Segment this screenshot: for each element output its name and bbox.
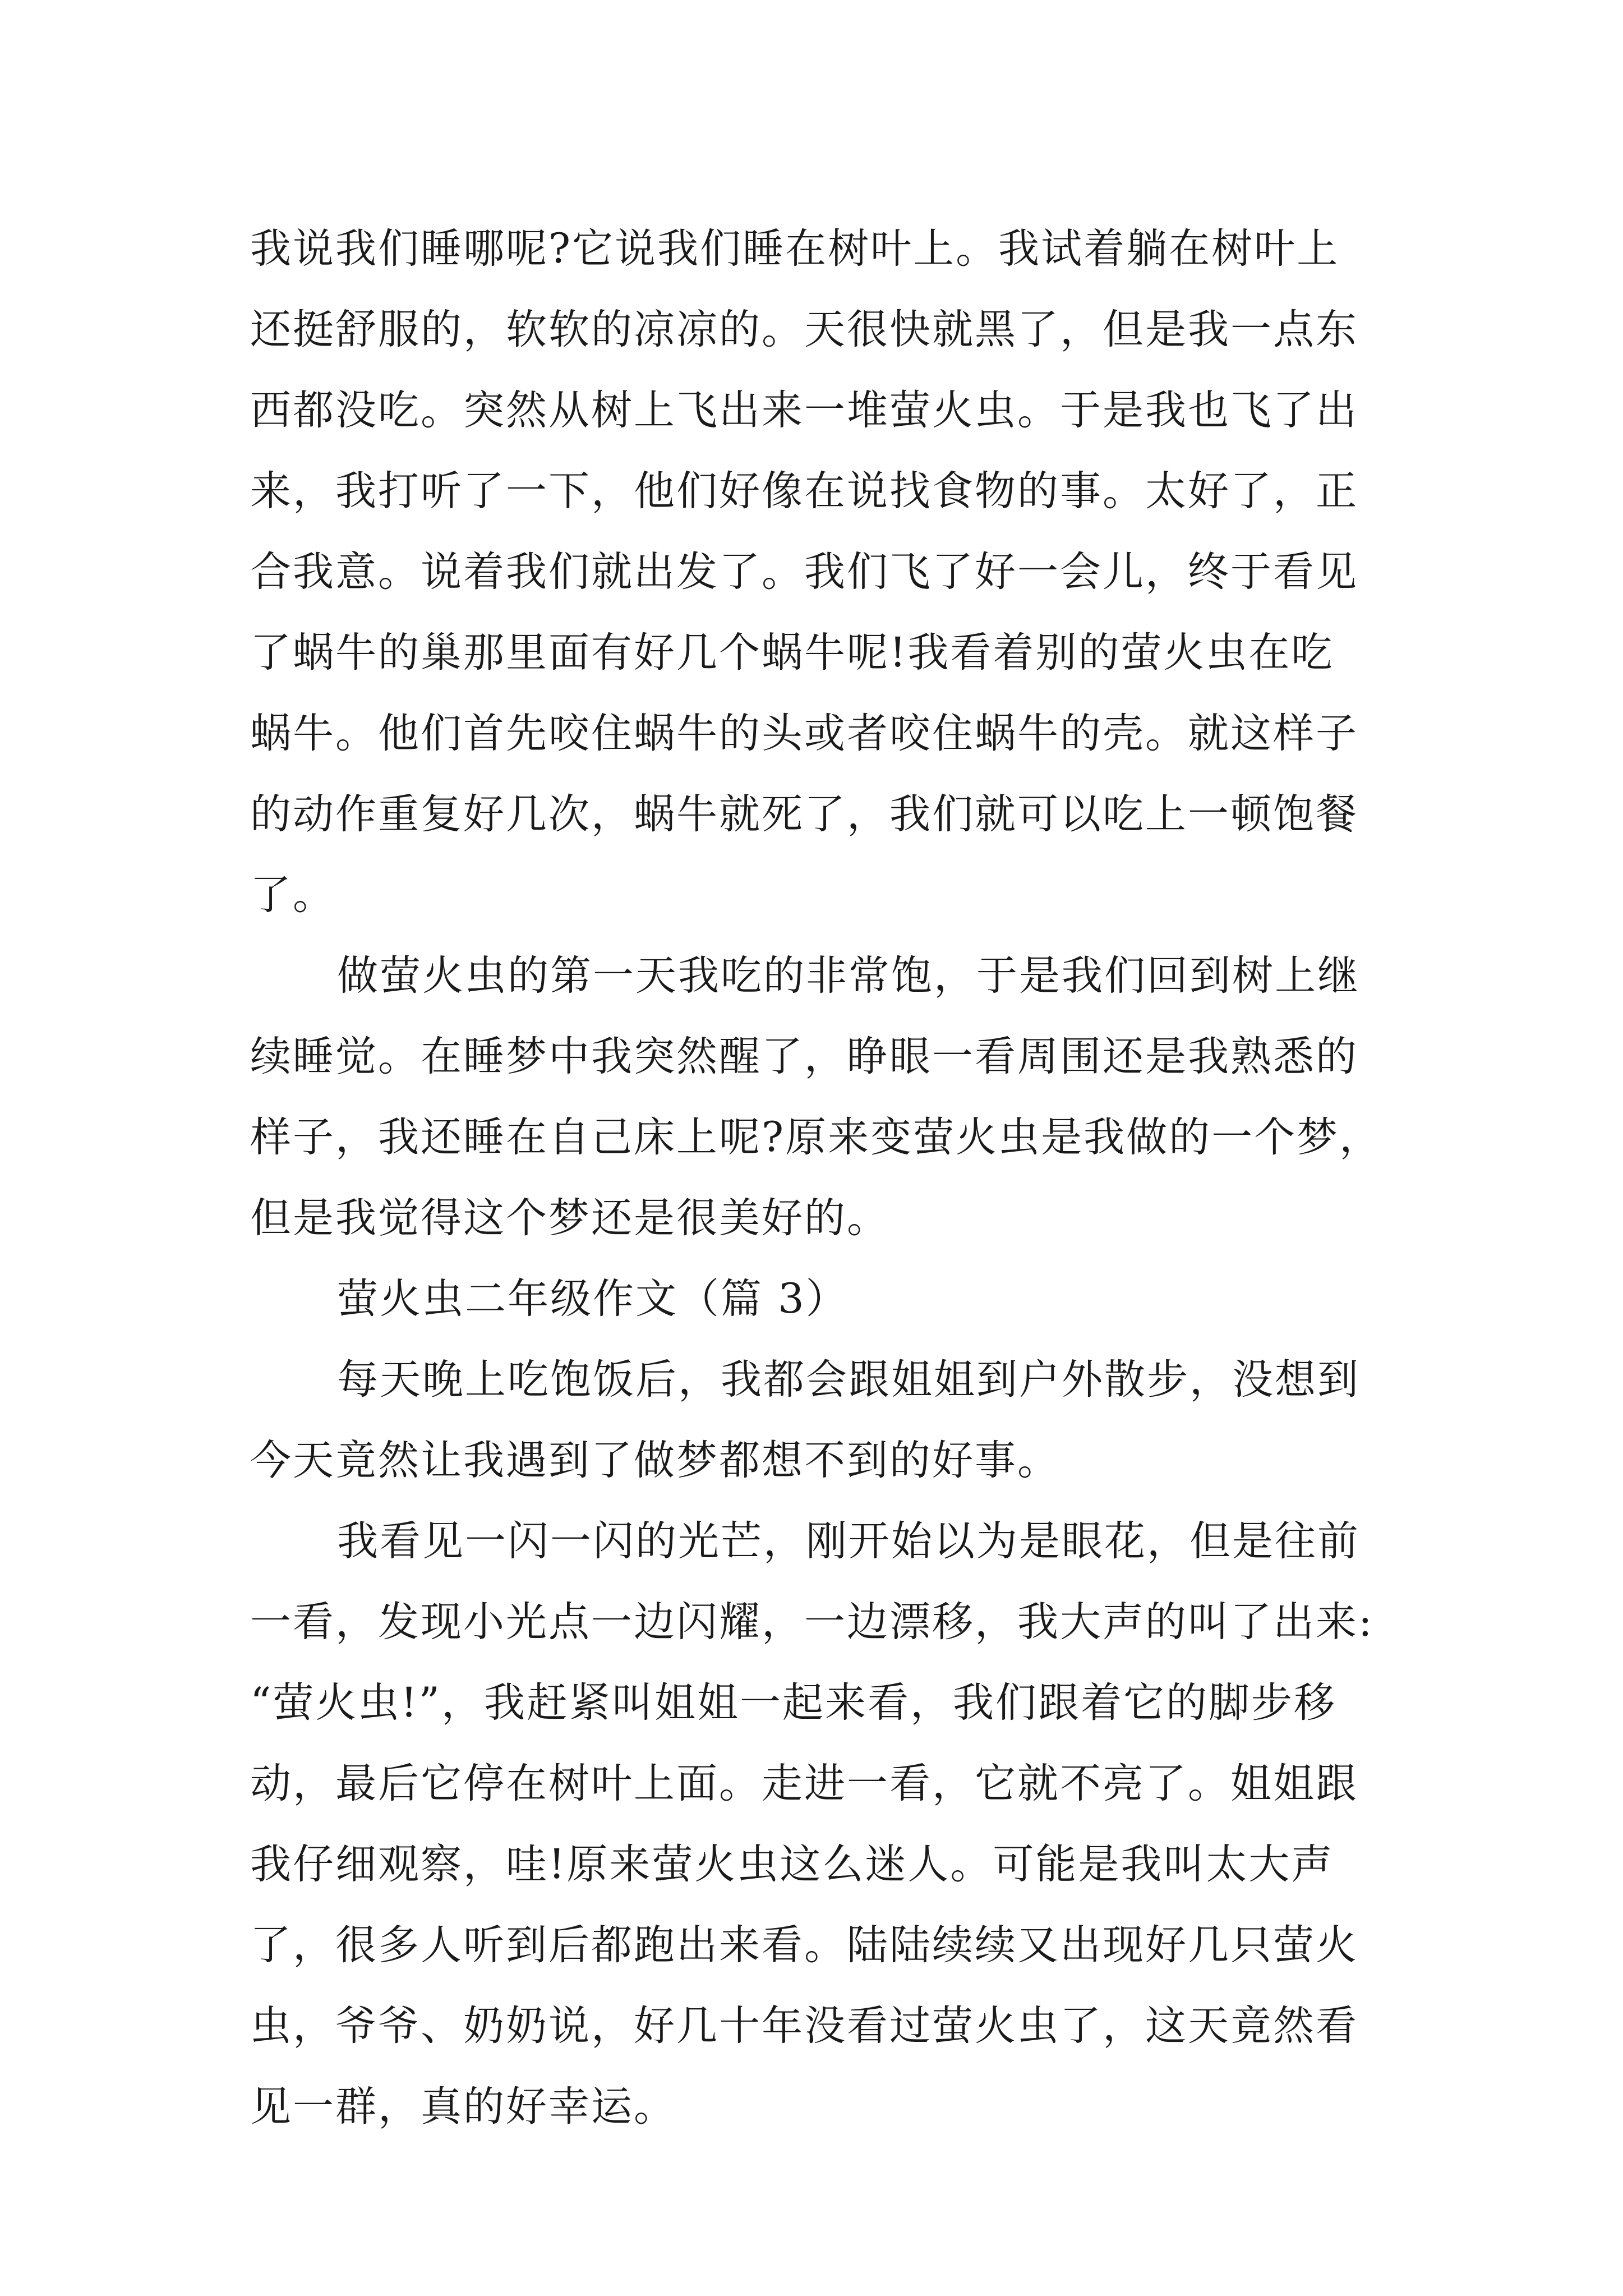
text-line: 我仔细观察，哇!原来萤火虫这么迷人。可能是我叫太大声 — [250, 1841, 1334, 1888]
text-line: 来，我打听了一下，他们好像在说找食物的事。太好了，正 — [250, 467, 1358, 515]
text-line: 了，很多人听到后都跑出来看。陆陆续续又出现好几只萤火 — [250, 1921, 1358, 1969]
text-line: 今天竟然让我遇到了做梦都想不到的好事。 — [250, 1437, 1060, 1484]
text-line: 虫，爷爷、奶奶说，好几十年没看过萤火虫了，这天竟然看 — [250, 2002, 1358, 2050]
text-line: 合我意。说着我们就出发了。我们飞了好一会儿，终于看见 — [250, 548, 1358, 596]
text-line: 续睡觉。在睡梦中我突然醒了，睁眼一看周围还是我熟悉的 — [250, 1033, 1358, 1080]
text-line: “萤火虫!”，我赶紧叫姐姐一起来看，我们跟着它的脚步移 — [250, 1679, 1336, 1727]
text-line: 还挺舒服的，软软的凉凉的。天很快就黑了，但是我一点东 — [250, 306, 1358, 353]
text-line: 动，最后它停在树叶上面。走进一看，它就不亮了。姐姐跟 — [250, 1760, 1358, 1807]
text-line: 但是我觉得这个梦还是很美好的。 — [250, 1194, 889, 1242]
text-line: 的动作重复好几次，蜗牛就死了，我们就可以吃上一顿饱餐 — [250, 790, 1358, 838]
heading-line: 萤火虫二年级作文（篇 3） — [337, 1275, 849, 1323]
text-line: 西都没吃。突然从树上飞出来一堆萤火虫。于是我也飞了出 — [250, 386, 1358, 434]
text-line: 做萤火虫的第一天我吃的非常饱，于是我们回到树上继 — [337, 952, 1360, 1000]
text-line: 每天晚上吃饱饭后，我都会跟姐姐到户外散步，没想到 — [337, 1356, 1360, 1404]
paragraph-2 — [250, 936, 1394, 1259]
text-line: 样子，我还睡在自己床上呢?原来变萤火虫是我做的一个梦， — [250, 1114, 1382, 1161]
text-line: 我看见一闪一闪的光芒，刚开始以为是眼花，但是往前 — [337, 1517, 1360, 1565]
text-line: 了。 — [250, 871, 335, 919]
paragraph-3 — [250, 1340, 1394, 1501]
section-heading — [250, 1259, 1394, 1340]
text-line: 我说我们睡哪呢?它说我们睡在树叶上。我试着躺在树叶上 — [250, 225, 1340, 273]
text-line: 见一群，真的好幸运。 — [250, 2083, 676, 2131]
text-line: 一看，发现小光点一边闪耀，一边漂移，我大声的叫了出来: — [250, 1598, 1374, 1646]
paragraph-4 — [250, 1501, 1394, 2147]
paragraph-1 — [250, 209, 1394, 936]
text-line: 了蜗牛的巢那里面有好几个蜗牛呢!我看着别的萤火虫在吃 — [250, 629, 1334, 677]
text-line: 蜗牛。他们首先咬住蜗牛的头或者咬住蜗牛的壳。就这样子 — [250, 710, 1358, 757]
document-body — [250, 209, 1394, 2147]
